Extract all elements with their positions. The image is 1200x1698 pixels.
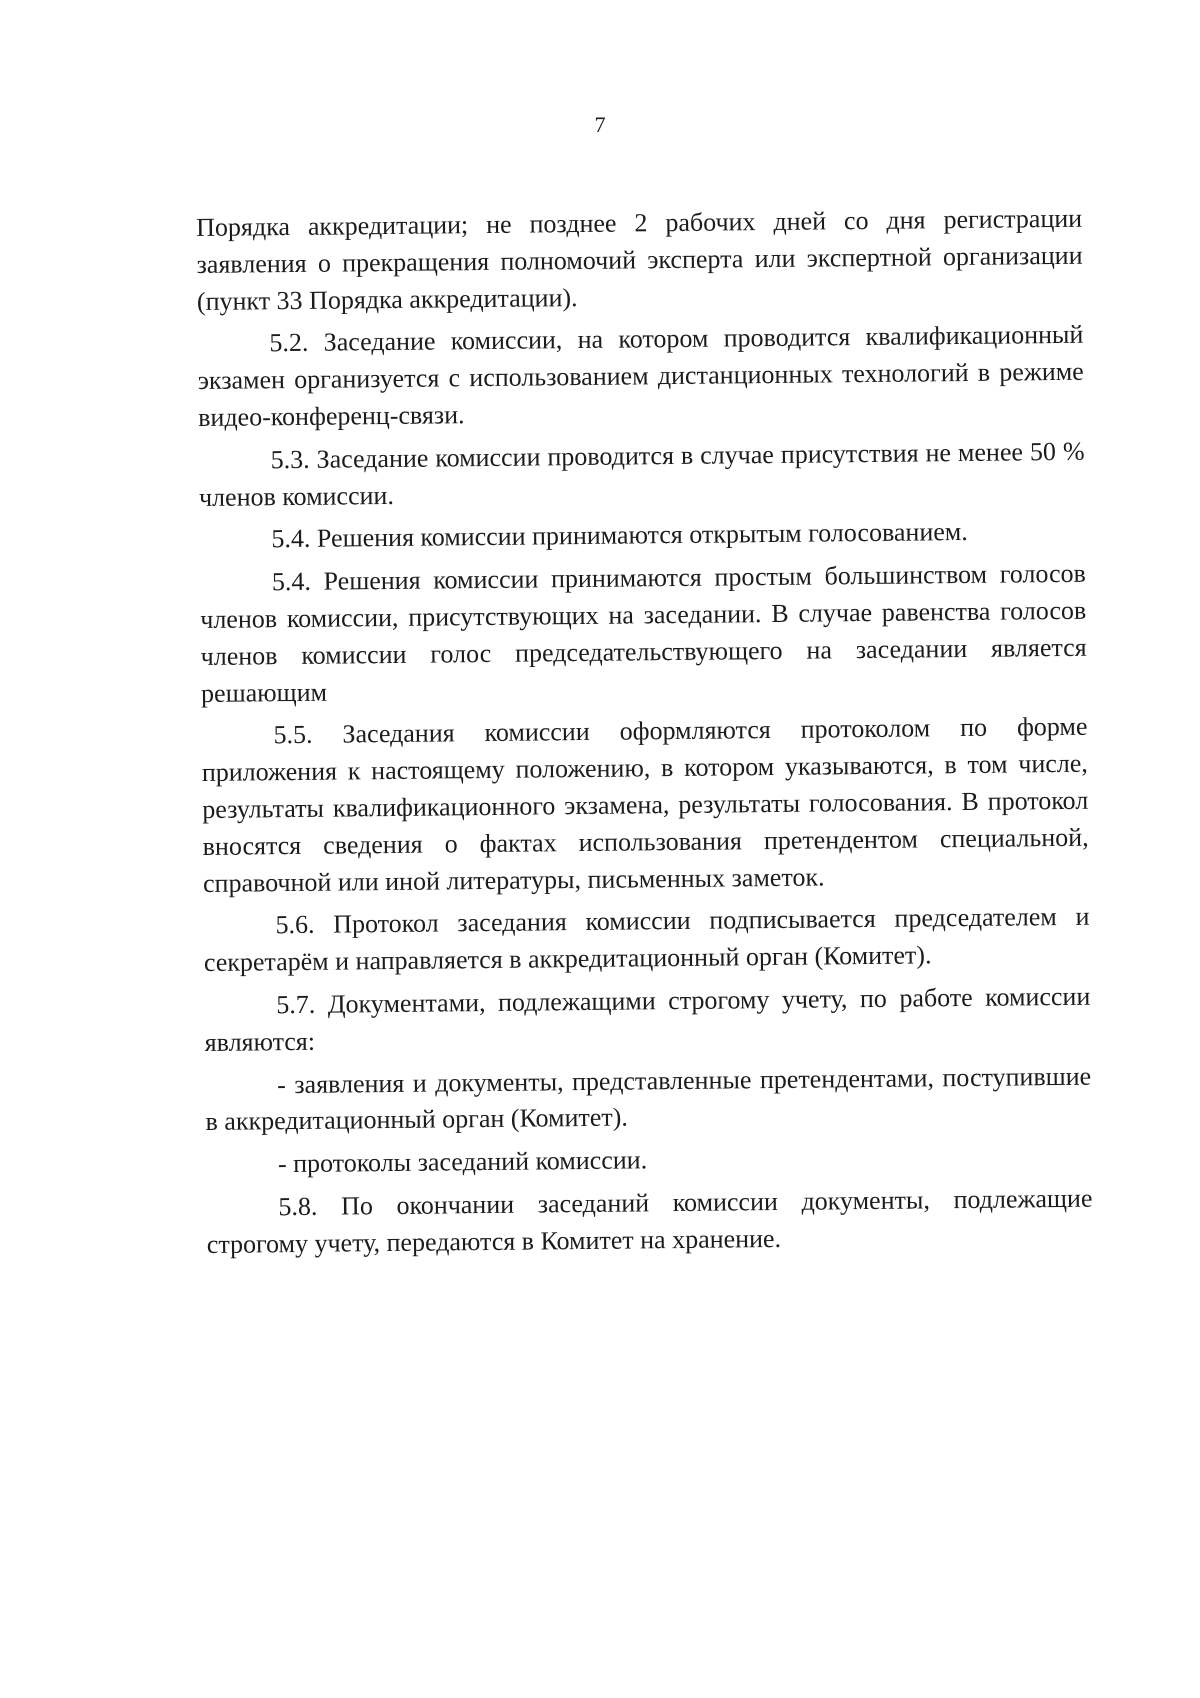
paragraph-5-2: 5.2. Заседание комиссии, на котором проводится квалификационный экзамен организуется с использованием дистанционных технологий в режиме видео-конференц-связи. xyxy=(197,320,1084,432)
document-body xyxy=(196,201,1093,1270)
page-number: 7 xyxy=(594,112,606,137)
list-item-protocols: - протоколы заседаний комиссии. xyxy=(277,1145,648,1179)
paragraph-continued: Порядка аккредитации; не позднее 2 рабочих дней со дня регистрации заявления о прекращения полномочий эксперта или экспертной организации (пункт 33 Порядка аккредитации). xyxy=(196,203,1083,316)
paragraph-5-4-open-voting: 5.4. Решения комиссии принимаются открытым голосованием. xyxy=(271,517,968,554)
paragraph-5-6: 5.6. Протокол заседания комиссии подписывается председателем и секретарём и направляется в аккредитационный орган (Комитет). xyxy=(203,902,1090,978)
paragraph-5-7: 5.7. Документами, подлежащими строгому учету, по работе комиссии являются: xyxy=(204,981,1091,1057)
paragraph-5-3: 5.3. Заседание комиссии проводится в случае присутствия не менее 50 % членов комиссии. xyxy=(198,436,1085,512)
paragraph-5-5: 5.5. Заседания комиссии оформляются протоколом по форме приложения к настоящему положению, в котором указываются, в том числе, результаты квалификационного экзамена, результаты голосования. В протокол вносятся сведения о фактах использования претендентом специальной, справочной или иной литературы, письменных заметок. xyxy=(201,712,1089,898)
paragraph-5-4-majority: 5.4. Решения комиссии принимаются простым большинством голосов членов комиссии, присутствующих на заседании. В случае равенства голосов членов комиссии голос председательствующего на заседании является решающим xyxy=(200,558,1087,708)
list-item-applications: - заявления и документы, представленные претендентами, поступившие в аккредитационный орган (Комитет). xyxy=(205,1061,1092,1137)
paragraph-5-8: 5.8. По окончании заседаний комиссии документы, подлежащие строгому учету, передаются в Комитет на хранение. xyxy=(206,1183,1093,1259)
